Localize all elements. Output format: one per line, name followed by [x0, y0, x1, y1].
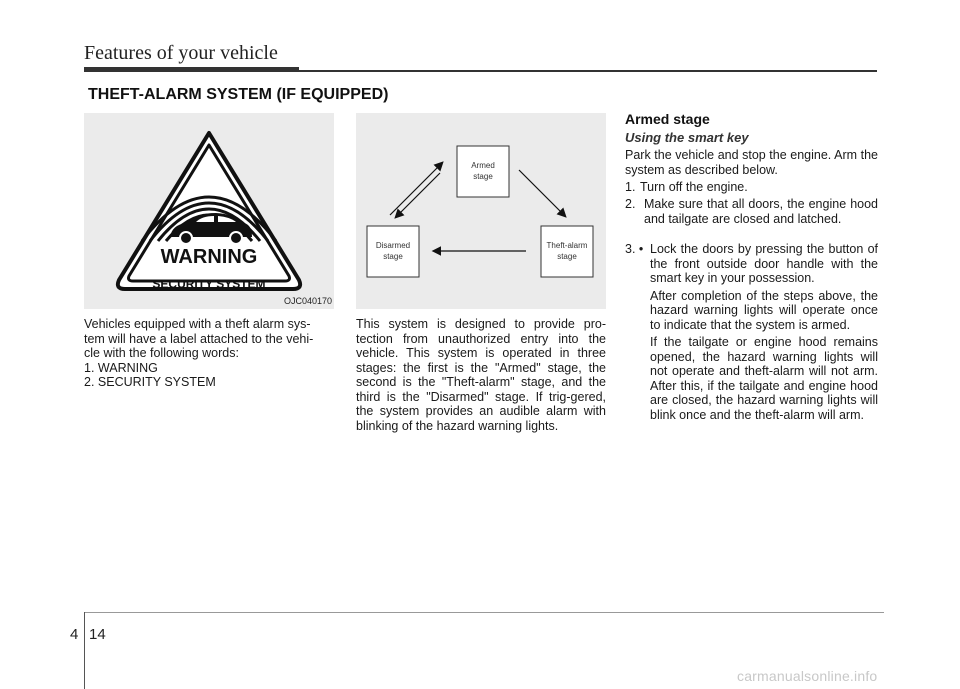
smart-key-subheading: Using the smart key [625, 130, 749, 145]
step-3-number: 3. • [625, 242, 644, 256]
armed-stage-label-2: stage [473, 172, 493, 181]
theft-alarm-stage-label-1: Theft-alarm [546, 241, 588, 250]
armed-stage-label-1: Armed [471, 161, 495, 170]
disarmed-stage-label-2: stage [383, 252, 403, 261]
watermark: carmanualsonline.info [737, 668, 878, 684]
arrow-disarmed-to-armed [390, 163, 442, 215]
col1-line: 2. SECURITY SYSTEM [84, 375, 216, 389]
header-rule-thin [299, 70, 877, 72]
armed-stage-heading: Armed stage [625, 111, 710, 127]
step-3-text: Lock the doors by pressing the button of the front outside door handle with the smart key in your possession. [650, 242, 878, 285]
header-rule-thick [84, 67, 299, 72]
col1-line: 1. WARNING [84, 360, 158, 375]
system-description: This system is designed to provide pro-tection from unauthorized entry into the vehicle. This system is operated in three stages: the first is the "Armed" stage, the second is the "Theft-alarm" stage, and the third is the "Disarmed" stage. If trig-gered, the system provides an audible alarm with blinking of the hazard warning lights. [356, 317, 606, 433]
armed-intro: Park the vehicle and stop the engine. Arm the system as described below. [625, 148, 878, 177]
figure-code: OJC040170 [283, 296, 332, 306]
warning-text: WARNING [160, 246, 258, 268]
arrow-armed-to-disarmed [396, 173, 440, 217]
stage-diagram [356, 113, 606, 309]
step-1-number: 1. [625, 180, 636, 194]
chapter-number: 4 [70, 626, 79, 643]
page-number: 14 [89, 626, 106, 643]
step-1-text: Turn off the engine. [640, 180, 748, 194]
header-title: Features of your vehicle [84, 42, 278, 64]
section-title: THEFT-ALARM SYSTEM (IF EQUIPPED) [88, 86, 389, 103]
step-3-tailgate-note: If the tailgate or engine hood remains opened, the hazard warning lights will not operate and theft-alarm will not arm. After this, if the tailgate and engine hood are closed, the hazard warning lights will blink once and the theft-alarm will arm. [650, 335, 878, 422]
col1-line: Vehicles equipped with a theft alarm sys- [84, 317, 311, 331]
step-2 [625, 197, 878, 226]
col1-line: cle with the following words: [84, 346, 239, 360]
step-3 [625, 242, 878, 422]
theft-alarm-stage-label-2: stage [557, 252, 577, 261]
step-1 [625, 180, 878, 195]
footer-divider [84, 612, 85, 689]
arrow-armed-to-theft [519, 170, 565, 216]
warning-triangle-icon [84, 113, 334, 309]
label-description [84, 317, 334, 390]
stage-diagram-figure [356, 113, 606, 309]
disarmed-stage-label-1: Disarmed [375, 241, 411, 250]
step-3-completion: After completion of the steps above, the hazard warning lights will operate once to indicate that the system is armed. [650, 288, 878, 332]
col1-line: tem will have a label attached to the vehi- [84, 331, 314, 346]
step-2-number: 2. [625, 197, 636, 211]
step-2-text: Make sure that all doors, the engine hood and tailgate are closed and latched. [644, 197, 878, 226]
warning-label-figure [84, 113, 334, 309]
footer-rule [84, 612, 884, 613]
security-system-text: SECURITY SYSTEM [152, 277, 266, 291]
